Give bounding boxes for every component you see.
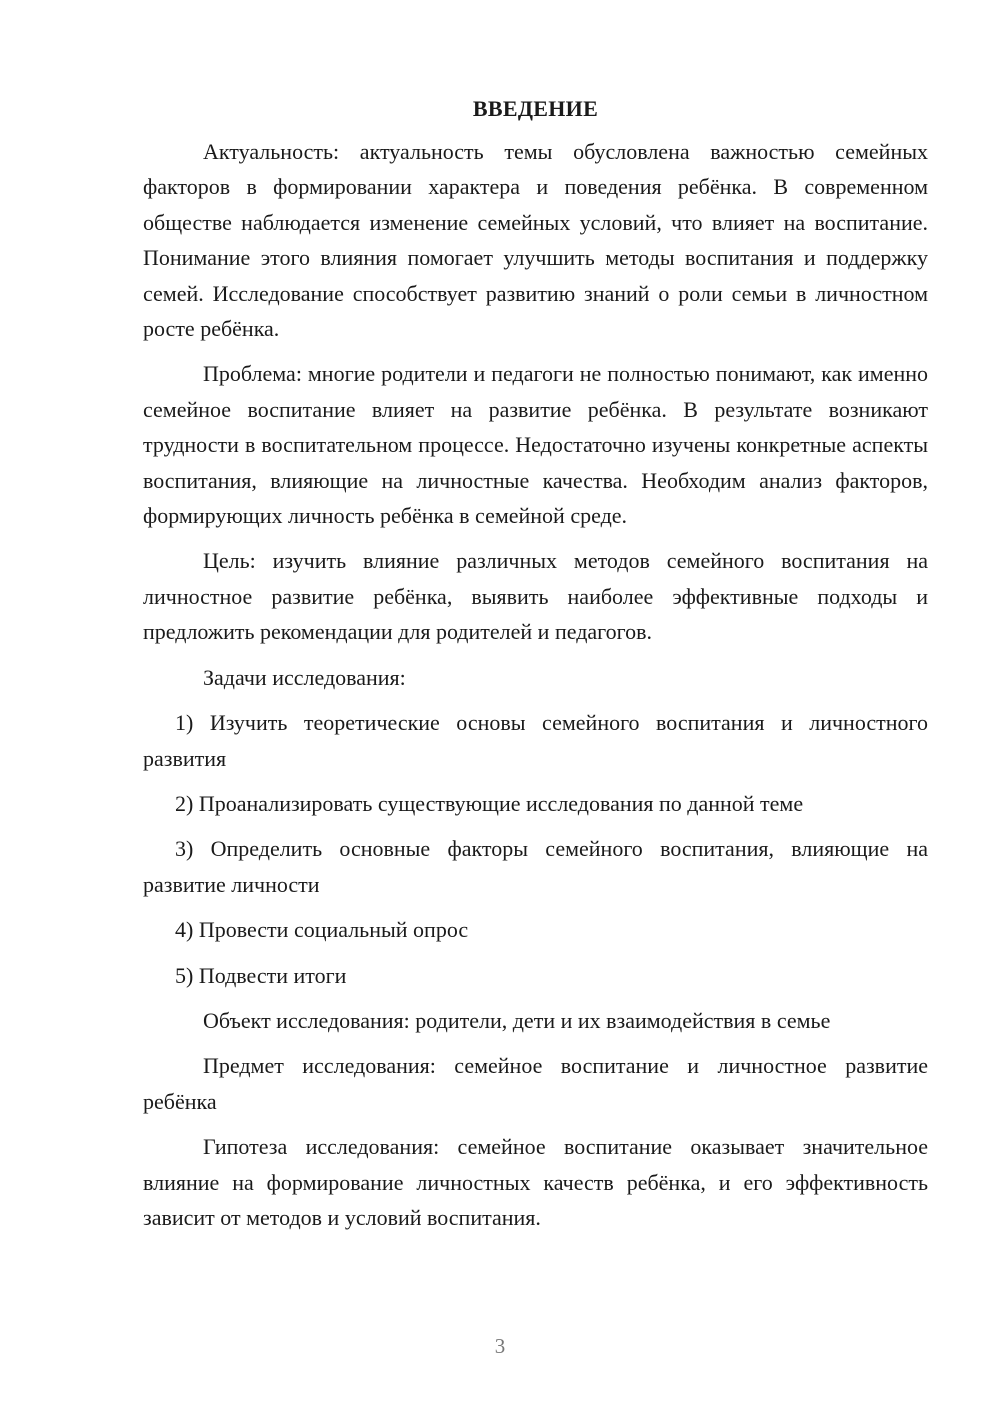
section-title: ВВЕДЕНИЕ: [472, 96, 599, 121]
document-page: [143, 92, 928, 1245]
paragraph-problem: Проблема: многие родители и педагоги не полностью понимают, как именно семейное воспитание влияет на развитие ребёнка. В результате возникают трудности в воспитательном процессе. Недостаточно изучены конкретные аспекты воспитания, влияющие на личностные качества. Необходим анализ факторов, формирующих личность ребёнка в семейной среде.: [143, 361, 928, 529]
paragraph-subject: Предмет исследования: семейное воспитание и личностное развитие ребёнка: [143, 1053, 928, 1114]
task-item: 4) Провести социальный опрос: [175, 917, 469, 943]
paragraph-object: Объект исследования: родители, дети и их взаимодействия в семье: [203, 1007, 831, 1033]
paragraph-goal: Цель: изучить влияние различных методов семейного воспитания на личностное развитие ребёнка, выявить наиболее эффективные подходы и предложить рекомендации для родителей и педагогов.: [143, 548, 928, 645]
page-number: 3: [494, 1334, 506, 1358]
paragraph-hypothesis: Гипотеза исследования: семейное воспитание оказывает значительное влияние на формирование личностных качеств ребёнка, и его эффективность зависит от методов и условий воспитания.: [143, 1134, 928, 1230]
task-item: 5) Подвести итоги: [175, 962, 347, 988]
task-item: 1) Изучить теоретические основы семейного воспитания и личностного развития: [143, 710, 928, 771]
task-item: 3) Определить основные факторы семейного воспитания, влияющие на развитие личности: [143, 836, 928, 897]
task-item: 2) Проанализировать существующие исследования по данной теме: [175, 790, 804, 816]
tasks-heading: Задачи исследования:: [203, 664, 406, 690]
paragraph-relevance: Актуальность: актуальность темы обусловлена важностью семейных факторов в формировании характера и поведения ребёнка. В современном обществе наблюдается изменение семейных условий, что влияет на воспитание. Понимание этого влияния помогает улучшить методы воспитания и поддержку семей. Исследование способствует развитию знаний о роли семьи в личностном росте ребёнка.: [143, 139, 928, 342]
